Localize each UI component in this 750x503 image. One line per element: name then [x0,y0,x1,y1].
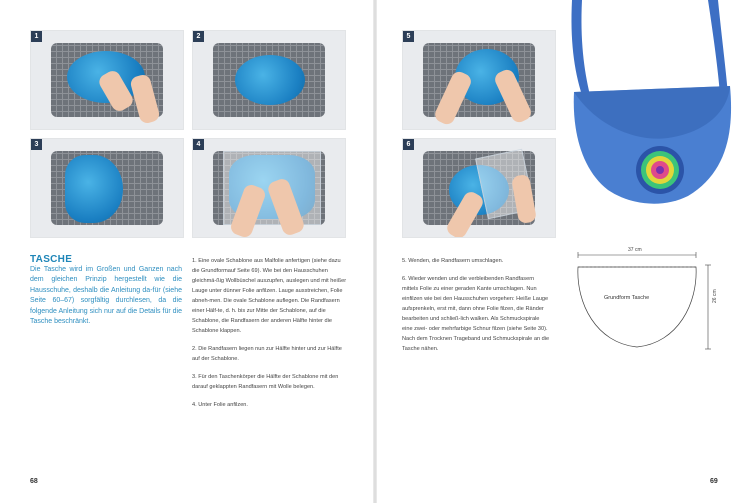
width-label: 37 cm [628,247,642,253]
step-text: 3. Für den Taschenkörper die Hälfte der Schablone mit den darauf geklappten Randfasern mit Wolle belegen. [192,374,339,390]
step-number-badge: 1 [31,31,42,42]
wool-fiber [235,55,305,105]
pattern-diagram [568,243,728,363]
step-number-badge: 5 [403,31,414,42]
step-text: 5. Wenden, die Randfasern umschlagen. [402,258,504,264]
instructions-column-left [192,256,348,418]
step-photo-2 [192,30,346,130]
page-number-left: 68 [30,478,38,485]
instructions-column-right [402,256,550,362]
height-label: 26 cm [712,289,718,303]
step-number-badge: 6 [403,139,414,150]
step-photo-4 [192,138,346,238]
bag-strap [571,0,590,95]
wool-fiber [65,155,123,223]
step-number-badge: 4 [193,139,204,150]
step-text: 4. Unter Folie anfilzen. [192,402,248,408]
step-text: 1. Eine ovale Schablone aus Malfolie anfertigen (siehe dazu die Grundformauf Seite 69). Wie bei den Hausschuhen gleichmä-ßig Wollbüschel auszupfen, auslegen und mit heißer Lauge unter dünner Folie anfilzen. Lauge ausstreichen, Folie abneh-men. Die ovale Schablone auflegen. Die Randfasern einer Hälf-te, d. h. bis zur Mitte der Schablone, auf die Schablone, die Randfasern der anderen Hälfte hinter die Schablone klappen. [192,258,347,334]
step-text: 2. Die Randfasern liegen nun zur Hälfte hinter und zur Hälfte auf der Schablone. [192,346,342,362]
step-photo-6 [402,138,556,238]
step-photo-3 [30,138,184,238]
book-gutter [373,0,377,503]
page-number-right: 69 [710,478,718,485]
step-photo-5 [402,30,556,130]
section-heading: TASCHE [30,254,73,265]
bag-strap [708,0,728,95]
step-photo-1 [30,30,184,130]
step-number-badge: 3 [31,139,42,150]
spiral-ornament [636,146,684,194]
step-text: 6. Wieder wenden und die verbleibenden Randfasern mittels Folie zu einer geraden Kante umschlagen. Nun einfilzen wie bei den Hausschuhen vorgehen: Heiße Lauge aufsprenkeln, erst mit, dann ohne Folie filzen, die Ränder bearbeiten und schließ-lich walken. Als Schmuckspirale eine zwei- oder mehrfarbige Schnur filzen (siehe Seite 30). Nach dem Trocknen Trageband und Schmuckspirale an die Tasche nähen. [402,276,550,352]
bag-pattern-outline [578,267,696,347]
step-number-badge: 2 [193,31,204,42]
intro-text: Die Tasche wird im Großen und Ganzen nach dem gleichen Prinzip hergestellt wie die Hausschuhe, deshalb die Anleitung da-für (siehe Seite 60–67) sorgfältig durchlesen, da die folgende Anleitung sich nur auf die Details für die Tasche beschränkt. [30,266,182,326]
felt-bag-photo [568,0,738,212]
shape-label: Grundform Tasche [604,295,650,301]
